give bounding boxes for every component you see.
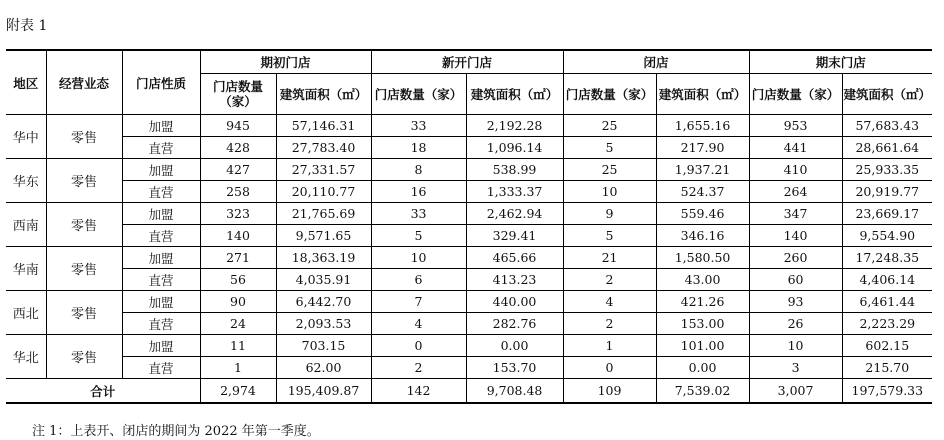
- table-cell: 347: [749, 203, 842, 225]
- header-sub-opening-area: 建筑面积（㎡）: [276, 74, 371, 115]
- table-row: [6, 137, 932, 159]
- table-cell: 953: [749, 115, 842, 137]
- table-cell: 1,096.14: [466, 137, 563, 159]
- table-cell: 703.15: [276, 335, 371, 357]
- footnote: 注 1：上表开、闭店的期间为 2022 年第一季度。: [32, 424, 320, 439]
- total-row: [6, 379, 932, 404]
- table-cell: 10: [563, 181, 656, 203]
- header-sub-label: 门店数量（家）: [212, 79, 263, 109]
- table-cell: 4: [371, 313, 466, 335]
- table-cell: 10: [371, 247, 466, 269]
- table-cell: 9,554.90: [842, 225, 932, 247]
- table-cell: 27,783.40: [276, 137, 371, 159]
- table-cell: 559.46: [656, 203, 749, 225]
- table-cell: 1,655.16: [656, 115, 749, 137]
- table-cell: 7: [371, 291, 466, 313]
- table-cell: 23,669.17: [842, 203, 932, 225]
- table-cell: 25: [563, 159, 656, 181]
- store-type-cell: 直营: [122, 269, 200, 291]
- table-cell: 440.00: [466, 291, 563, 313]
- table-cell: 0: [563, 357, 656, 379]
- table-cell: 57,146.31: [276, 115, 371, 137]
- business-cell: 零售: [46, 335, 122, 379]
- header-group-opening: 期初门店: [200, 50, 371, 74]
- table-cell: 43.00: [656, 269, 749, 291]
- table-cell: 16: [371, 181, 466, 203]
- table-cell: 602.15: [842, 335, 932, 357]
- table-cell: 421.26: [656, 291, 749, 313]
- table-row: [6, 203, 932, 225]
- table-cell: 258: [200, 181, 276, 203]
- table-cell: 21: [563, 247, 656, 269]
- table-cell: 1,580.50: [656, 247, 749, 269]
- table-cell: 1,333.37: [466, 181, 563, 203]
- business-cell: 零售: [46, 203, 122, 247]
- table-cell: 2,223.29: [842, 313, 932, 335]
- table-cell: 6,461.44: [842, 291, 932, 313]
- header-sub-closed-area: 建筑面积（㎡）: [656, 74, 749, 115]
- total-cell: 7,539.02: [656, 379, 749, 404]
- store-type-cell: 直营: [122, 313, 200, 335]
- table-cell: 538.99: [466, 159, 563, 181]
- table-cell: 20,110.77: [276, 181, 371, 203]
- table-cell: 18,363.19: [276, 247, 371, 269]
- table-cell: 6,442.70: [276, 291, 371, 313]
- store-type-cell: 直营: [122, 357, 200, 379]
- total-cell: 142: [371, 379, 466, 404]
- table-cell: 465.66: [466, 247, 563, 269]
- table-cell: 260: [749, 247, 842, 269]
- table-cell: 264: [749, 181, 842, 203]
- table-cell: 153.70: [466, 357, 563, 379]
- table-cell: 4,406.14: [842, 269, 932, 291]
- table-cell: 0.00: [656, 357, 749, 379]
- table-cell: 27,331.57: [276, 159, 371, 181]
- region-cell: 华中: [6, 115, 46, 159]
- table-cell: 428: [200, 137, 276, 159]
- table-cell: 56: [200, 269, 276, 291]
- table-body: [6, 115, 932, 379]
- header-sub-ending-area: 建筑面积（㎡）: [842, 74, 932, 115]
- table-cell: 33: [371, 115, 466, 137]
- table-cell: 140: [749, 225, 842, 247]
- table-cell: 57,683.43: [842, 115, 932, 137]
- table-cell: 4,035.91: [276, 269, 371, 291]
- table-cell: 24: [200, 313, 276, 335]
- table-row: [6, 335, 932, 357]
- table-cell: 323: [200, 203, 276, 225]
- table-cell: 1: [563, 335, 656, 357]
- table-cell: 62.00: [276, 357, 371, 379]
- table-cell: 8: [371, 159, 466, 181]
- store-type-cell: 直营: [122, 137, 200, 159]
- table-cell: 9: [563, 203, 656, 225]
- table-cell: 28,661.64: [842, 137, 932, 159]
- table-row: [6, 313, 932, 335]
- table-cell: 3: [749, 357, 842, 379]
- business-cell: 零售: [46, 159, 122, 203]
- business-cell: 零售: [46, 291, 122, 335]
- table-cell: 2: [563, 269, 656, 291]
- table-cell: 0.00: [466, 335, 563, 357]
- table-cell: 524.37: [656, 181, 749, 203]
- table-cell: 10: [749, 335, 842, 357]
- table-row: [6, 225, 932, 247]
- store-type-cell: 加盟: [122, 247, 200, 269]
- total-cell: 109: [563, 379, 656, 404]
- table-cell: 1: [200, 357, 276, 379]
- table-cell: 26: [749, 313, 842, 335]
- total-label: 合计: [6, 379, 200, 404]
- table-cell: 5: [371, 225, 466, 247]
- region-cell: 华北: [6, 335, 46, 379]
- header-sub-opening-count: [200, 74, 276, 115]
- table-cell: 271: [200, 247, 276, 269]
- store-type-cell: 加盟: [122, 335, 200, 357]
- total-cell: 195,409.87: [276, 379, 371, 404]
- table-cell: 2: [563, 313, 656, 335]
- total-cell: 9,708.48: [466, 379, 563, 404]
- table-row: [6, 181, 932, 203]
- table-cell: 25: [563, 115, 656, 137]
- table-cell: 2,192.28: [466, 115, 563, 137]
- table-cell: 5: [563, 225, 656, 247]
- table-cell: 2,093.53: [276, 313, 371, 335]
- table-cell: 6: [371, 269, 466, 291]
- store-type-cell: 直营: [122, 225, 200, 247]
- table-cell: 413.23: [466, 269, 563, 291]
- total-cell: 3,007: [749, 379, 842, 404]
- table-cell: 329.41: [466, 225, 563, 247]
- table-cell: 215.70: [842, 357, 932, 379]
- header-group-closed: 闭店: [563, 50, 749, 74]
- header-store-type: 门店性质: [122, 50, 200, 115]
- table-cell: 101.00: [656, 335, 749, 357]
- table-cell: 20,919.77: [842, 181, 932, 203]
- table-cell: 217.90: [656, 137, 749, 159]
- store-type-cell: 加盟: [122, 115, 200, 137]
- region-cell: 西北: [6, 291, 46, 335]
- store-type-cell: 加盟: [122, 203, 200, 225]
- store-type-cell: 加盟: [122, 291, 200, 313]
- table-row: [6, 269, 932, 291]
- table-cell: 17,248.35: [842, 247, 932, 269]
- table-cell: 0: [371, 335, 466, 357]
- table-cell: 60: [749, 269, 842, 291]
- table-cell: 21,765.69: [276, 203, 371, 225]
- table-row: [6, 247, 932, 269]
- store-type-cell: 加盟: [122, 159, 200, 181]
- header-sub-ending-count: 门店数量（家）: [749, 74, 842, 115]
- table-cell: 9,571.65: [276, 225, 371, 247]
- table-cell: 25,933.35: [842, 159, 932, 181]
- table-cell: 410: [749, 159, 842, 181]
- header-sub-new-count: 门店数量（家）: [371, 74, 466, 115]
- table-cell: 2,462.94: [466, 203, 563, 225]
- page-title: 附表 1: [6, 18, 48, 34]
- table-cell: 153.00: [656, 313, 749, 335]
- table-cell: 4: [563, 291, 656, 313]
- table-row: [6, 291, 932, 313]
- header-group-new: 新开门店: [371, 50, 563, 74]
- header-sub-new-area: 建筑面积（㎡）: [466, 74, 563, 115]
- table-cell: 945: [200, 115, 276, 137]
- region-cell: 西南: [6, 203, 46, 247]
- table-cell: 5: [563, 137, 656, 159]
- header-group-ending: 期末门店: [749, 50, 932, 74]
- total-cell: 2,974: [200, 379, 276, 404]
- table-cell: 140: [200, 225, 276, 247]
- total-cell: 197,579.33: [842, 379, 932, 404]
- header-region: 地区: [6, 50, 46, 115]
- table-cell: 282.76: [466, 313, 563, 335]
- region-cell: 华南: [6, 247, 46, 291]
- table-cell: 427: [200, 159, 276, 181]
- region-cell: 华东: [6, 159, 46, 203]
- table-cell: 93: [749, 291, 842, 313]
- table-cell: 1,937.21: [656, 159, 749, 181]
- table-cell: 441: [749, 137, 842, 159]
- header-business: 经营业态: [46, 50, 122, 115]
- table-row: [6, 159, 932, 181]
- business-cell: 零售: [46, 247, 122, 291]
- table-header: [6, 50, 932, 115]
- table-row: [6, 357, 932, 379]
- table-cell: 18: [371, 137, 466, 159]
- table-row: [6, 115, 932, 137]
- table-cell: 33: [371, 203, 466, 225]
- table-cell: 2: [371, 357, 466, 379]
- store-type-cell: 直营: [122, 181, 200, 203]
- store-summary-table: [6, 49, 932, 404]
- table-cell: 11: [200, 335, 276, 357]
- business-cell: 零售: [46, 115, 122, 159]
- header-sub-closed-count: 门店数量（家）: [563, 74, 656, 115]
- table-cell: 346.16: [656, 225, 749, 247]
- table-cell: 90: [200, 291, 276, 313]
